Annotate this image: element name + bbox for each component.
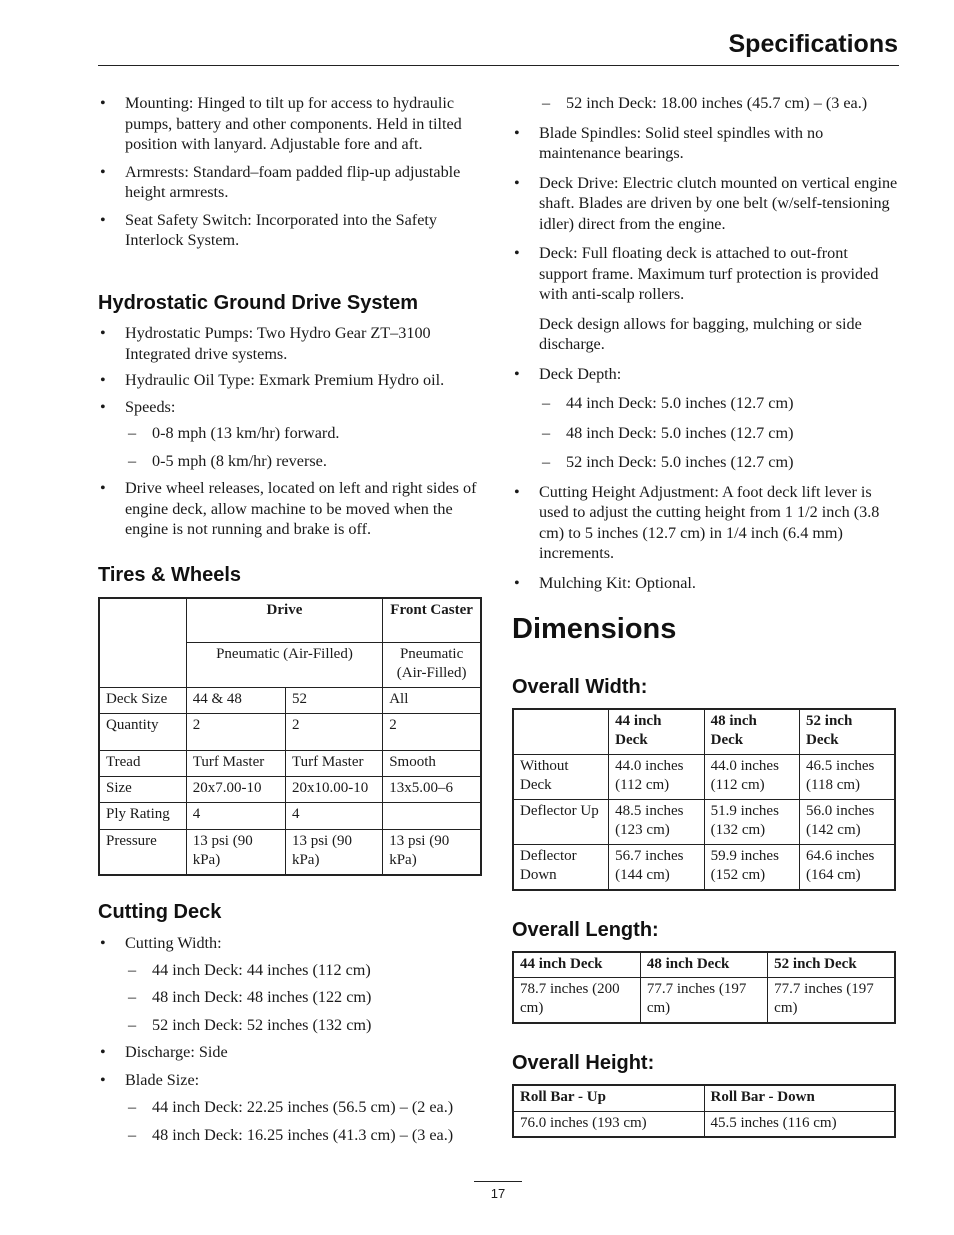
col-header: 44 inch Deck	[513, 952, 640, 978]
table-cell: 2	[383, 713, 481, 750]
overall-height-table	[512, 1084, 896, 1138]
bullet-text: Seat Safety Switch: Incorporated into the Safety Interlock System.	[125, 210, 437, 249]
table-row	[513, 755, 895, 800]
table-cell: 64.6 inches (164 cm)	[800, 844, 895, 890]
table-cell: 13x5.00–6	[383, 777, 481, 803]
table-row	[99, 829, 481, 875]
table-cell: 77.7 inches (197 cm)	[768, 978, 895, 1024]
list-item: • Cutting Height Adjustment: A foot deck lift lever is used to adjust the cutting height from 1 1/2 inch (3.8 cm) to 5 inches (12.7 cm) in 1/4 inch (6.4 mm) increments.	[514, 482, 880, 562]
col-header: 52 inch Deck	[800, 709, 895, 755]
table-row	[99, 687, 481, 713]
table-row	[99, 777, 481, 803]
bullet-text: Deck: Full floating deck is attached to out-front support frame. Maximum turf protection is provided with anti-scalp rollers.	[539, 244, 879, 303]
row-label: Pressure	[99, 829, 186, 875]
list-item: • Armrests: Standard–foam padded flip-up adjustable height armrests.	[100, 162, 461, 201]
overall-width-table	[512, 708, 896, 891]
list-item: • Deck: Full floating deck is attached to out-front support frame. Maximum turf protection is provided with anti-scalp rollers.	[514, 244, 879, 303]
section-heading-tires: Tires & Wheels	[98, 564, 242, 586]
table-corner-cell	[99, 598, 186, 687]
bullet-text: Blade Spindles: Solid steel spindles with no maintenance bearings.	[539, 123, 824, 162]
table-cell: Turf Master	[285, 750, 382, 776]
list-item: • Mulching Kit: Optional.	[514, 573, 696, 592]
bullet-text: Hydraulic Oil Type: Exmark Premium Hydro oil.	[125, 371, 445, 389]
row-label: Without Deck	[513, 755, 609, 800]
table-cell: 52	[285, 687, 382, 713]
table-cell: 13 psi (90 kPa)	[383, 829, 481, 875]
table-row	[99, 750, 481, 776]
list-item: • Speeds:	[100, 397, 176, 416]
front-tire-type: Pneumatic (Air-Filled)	[383, 642, 481, 687]
sub-list-item: – 44 inch Deck: 22.25 inches (56.5 cm) – (2 ea.)	[128, 1098, 454, 1116]
list-item: • Seat Safety Switch: Incorporated into the Safety Interlock System.	[100, 210, 437, 249]
list-item: • Blade Size:	[100, 1070, 200, 1089]
header-rule	[98, 65, 899, 66]
row-label: Deflector Down	[513, 844, 609, 890]
footer-rule	[474, 1181, 522, 1182]
table-cell: 46.5 inches (118 cm)	[800, 755, 895, 800]
table-cell: 45.5 inches (116 cm)	[704, 1111, 895, 1137]
table-row	[513, 978, 895, 1024]
table-cell: 4	[285, 803, 382, 829]
section-heading-dimensions: Dimensions	[512, 613, 677, 645]
row-label: Tread	[99, 750, 186, 776]
table-cell: 77.7 inches (197 cm)	[640, 978, 767, 1024]
drive-tire-type: Pneumatic (Air-Filled)	[186, 642, 383, 687]
table-cell: 2	[186, 713, 285, 750]
table-cell: 44 & 48	[186, 687, 285, 713]
bullet-text: Hydrostatic Pumps: Two Hydro Gear ZT–3100 Integrated drive systems.	[125, 324, 431, 363]
sub-item-text: 48 inch Deck: 16.25 inches (41.3 cm) – (3 ea.)	[152, 1125, 454, 1144]
bullet-text: Cutting Width:	[125, 934, 222, 952]
page-header-title: Specifications	[728, 30, 898, 58]
col-header: 52 inch Deck	[768, 952, 895, 978]
bullet-text: Drive wheel releases, located on left and right sides of engine deck, allow machine to be moved when the engine is not running and brake is off.	[125, 479, 477, 538]
table-header-row	[513, 709, 895, 755]
page-number: 17	[490, 1186, 506, 1201]
sub-item-text: 44 inch Deck: 22.25 inches (56.5 cm) – (2 ea.)	[152, 1098, 454, 1116]
sub-item-text: 52 inch Deck: 5.0 inches (12.7 cm)	[566, 453, 794, 471]
col-header: Roll Bar - Down	[704, 1085, 895, 1111]
table-cell: 13 psi (90 kPa)	[285, 829, 382, 875]
bullet-text: Deck Depth:	[539, 364, 622, 383]
table-cell: 13 psi (90 kPa)	[186, 829, 285, 875]
overall-length-table	[512, 951, 896, 1024]
table-cell: 59.9 inches (152 cm)	[704, 844, 799, 890]
table-row	[99, 713, 481, 750]
table-cell: 76.0 inches (193 cm)	[513, 1111, 704, 1137]
table-cell: 56.0 inches (142 cm)	[800, 799, 895, 844]
table-row	[513, 799, 895, 844]
sub-item-text: 48 inch Deck: 48 inches (122 cm)	[152, 988, 372, 1006]
bullet-text: Cutting Height Adjustment: A foot deck lift lever is used to adjust the cutting height from 1 1/2 inch (3.8 cm) to 5 inches (12.7 cm) in 1/4 inch (6.4 mm) increments.	[539, 482, 880, 562]
sub-item-text: 44 inch Deck: 44 inches (112 cm)	[152, 960, 371, 979]
table-cell: Smooth	[383, 750, 481, 776]
heading-overall-width: Overall Width:	[512, 676, 648, 698]
sub-list-item: – 0-8 mph (13 km/hr) forward.	[128, 424, 340, 442]
col-header-drive: Drive	[186, 598, 383, 642]
bullet-text: Mulching Kit: Optional.	[539, 573, 696, 592]
table-header-row	[513, 952, 895, 978]
bullet-text: Discharge: Side	[125, 1043, 228, 1061]
bullet-text: Armrests: Standard–foam padded flip-up adjustable height armrests.	[125, 162, 461, 201]
hydro-list	[98, 323, 483, 540]
right-list	[512, 93, 900, 593]
heading-overall-height: Overall Height:	[512, 1052, 655, 1074]
sub-list-item: – 48 inch Deck: 5.0 inches (12.7 cm)	[542, 423, 794, 442]
sub-list-item: – 52 inch Deck: 5.0 inches (12.7 cm)	[542, 453, 794, 471]
table-cell	[383, 803, 481, 829]
list-item: • Mounting: Hinged to tilt up for access to hydraulic pumps, battery and other components. Held in tilted position with lanyard. Adjustable fore and aft.	[100, 94, 462, 153]
sub-item-text: 52 inch Deck: 52 inches (132 cm)	[152, 1015, 372, 1034]
intro-bullets	[98, 93, 483, 251]
sub-list-item: – 44 inch Deck: 5.0 inches (12.7 cm)	[542, 394, 794, 412]
row-label: Ply Rating	[99, 803, 186, 829]
bullet-text: Blade Size:	[125, 1070, 200, 1089]
list-item: • Cutting Width:	[100, 934, 222, 952]
bullet-text: Mounting: Hinged to tilt up for access to hydraulic pumps, battery and other components. Held in tilted position with lanyard. Adjustable fore and aft.	[125, 94, 462, 153]
table-cell: 20x10.00-10	[285, 777, 382, 803]
col-header: 48 inch Deck	[640, 952, 767, 978]
bullet-text: Deck Drive: Electric clutch mounted on vertical engine shaft. Blades are driven by one belt (w/self-tensioning idler) direct from the engine.	[539, 173, 898, 233]
sub-list-item: – 44 inch Deck: 44 inches (112 cm)	[128, 960, 371, 979]
sub-list-item: – 52 inch Deck: 18.00 inches (45.7 cm) – (3 ea.)	[542, 94, 868, 112]
sub-list-item: – 52 inch Deck: 52 inches (132 cm)	[128, 1015, 372, 1034]
sub-item-text: 44 inch Deck: 5.0 inches (12.7 cm)	[566, 394, 794, 412]
sub-list-item: – 0-5 mph (8 km/hr) reverse.	[128, 451, 327, 470]
row-label: Size	[99, 777, 186, 803]
sub-list-item: – 48 inch Deck: 16.25 inches (41.3 cm) – (3 ea.)	[128, 1125, 454, 1144]
table-cell: 2	[285, 713, 382, 750]
table-header-row	[513, 1085, 895, 1111]
table-row	[99, 803, 481, 829]
list-item: • Drive wheel releases, located on left and right sides of engine deck, allow machine to be moved when the engine is not running and brake is off.	[100, 479, 477, 538]
col-header: 44 inch Deck	[609, 709, 704, 755]
table-cell: 4	[186, 803, 285, 829]
cutting-list	[98, 933, 483, 1145]
col-header-front-caster: Front Caster	[383, 598, 481, 642]
sub-list-item: – 48 inch Deck: 48 inches (122 cm)	[128, 988, 372, 1006]
table-cell: 56.7 inches (144 cm)	[609, 844, 704, 890]
bullet-text: Speeds:	[125, 397, 176, 416]
table-row	[513, 1111, 895, 1137]
table-cell: 44.0 inches (112 cm)	[704, 755, 799, 800]
table-cell: Turf Master	[186, 750, 285, 776]
sub-item-text: 52 inch Deck: 18.00 inches (45.7 cm) – (3 ea.)	[566, 94, 868, 112]
table-row	[513, 844, 895, 890]
col-header: 48 inch Deck	[704, 709, 799, 755]
tires-table	[98, 597, 482, 876]
list-item: • Discharge: Side	[100, 1043, 228, 1061]
section-heading-hydrostatic: Hydrostatic Ground Drive System	[98, 292, 419, 314]
list-item: • Hydraulic Oil Type: Exmark Premium Hydro oil.	[100, 371, 445, 389]
table-cell: 44.0 inches (112 cm)	[609, 755, 704, 800]
row-label: Deflector Up	[513, 799, 609, 844]
heading-overall-length: Overall Length:	[512, 919, 659, 941]
list-item: • Blade Spindles: Solid steel spindles with no maintenance bearings.	[514, 123, 824, 162]
col-header: Roll Bar - Up	[513, 1085, 704, 1111]
sub-item-text: 0-5 mph (8 km/hr) reverse.	[152, 451, 327, 470]
table-cell: 51.9 inches (132 cm)	[704, 799, 799, 844]
list-item: • Hydrostatic Pumps: Two Hydro Gear ZT–3100 Integrated drive systems.	[100, 324, 431, 363]
sub-item-text: 48 inch Deck: 5.0 inches (12.7 cm)	[566, 423, 794, 442]
row-label: Deck Size	[99, 687, 186, 713]
row-label: Quantity	[99, 713, 186, 750]
table-cell: All	[383, 687, 481, 713]
paragraph: Deck design allows for bagging, mulching or side discharge.	[539, 314, 862, 353]
table-cell: 20x7.00-10	[186, 777, 285, 803]
table-cell: 48.5 inches (123 cm)	[609, 799, 704, 844]
table-cell: 78.7 inches (200 cm)	[513, 978, 640, 1024]
table-corner-cell	[513, 709, 609, 755]
sub-item-text: 0-8 mph (13 km/hr) forward.	[152, 424, 340, 442]
list-item: • Deck Depth:	[514, 364, 622, 383]
list-item: • Deck Drive: Electric clutch mounted on vertical engine shaft. Blades are driven by one belt (w/self-tensioning idler) direct from the engine.	[514, 173, 898, 233]
section-heading-cutting-deck: Cutting Deck	[98, 901, 222, 923]
